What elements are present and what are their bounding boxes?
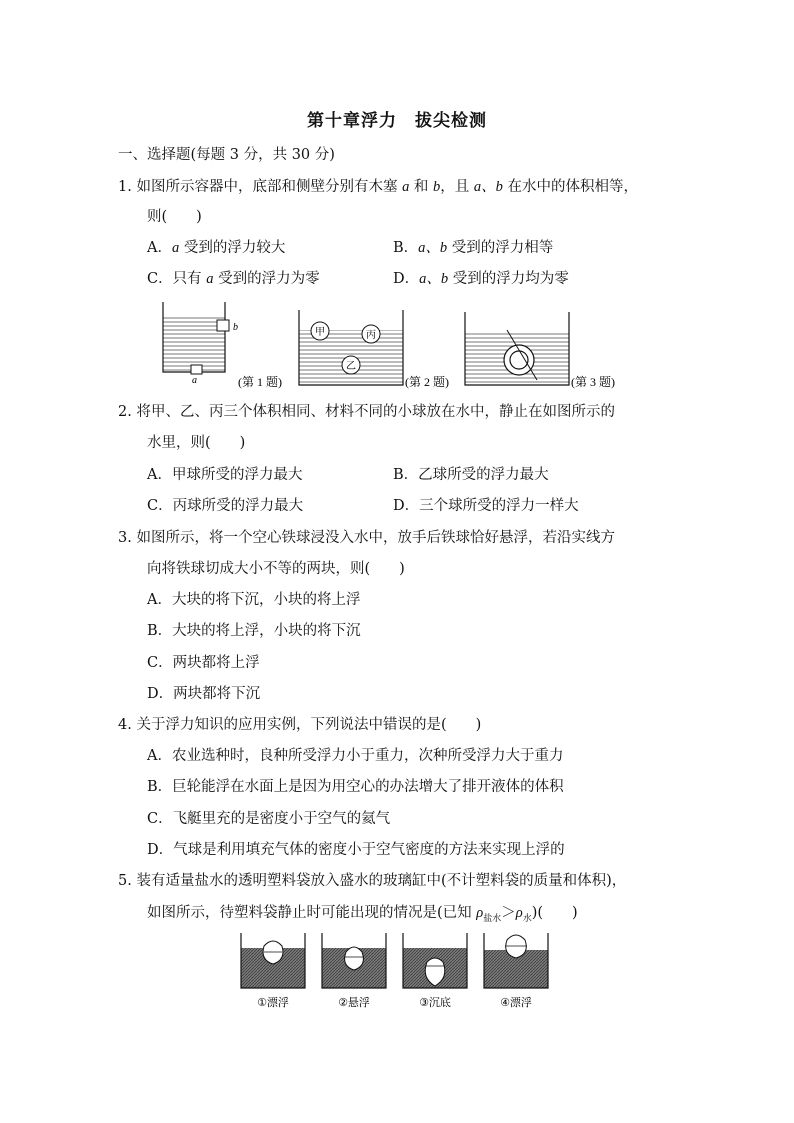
q1-option-a[interactable] — [147, 238, 285, 258]
q1-text: 1. 如图所示容器中，底部和侧壁分别有木塞 — [118, 179, 403, 195]
q5-stem-line1: 5. 装有适量盐水的透明塑料袋放入盛水的玻璃缸中(不计塑料袋的质量和体积)， — [118, 873, 627, 889]
option-text: 受到的浮力均为零 — [448, 271, 569, 287]
q1-text: 在水中的体积相等， — [502, 179, 638, 195]
option-var: a — [206, 271, 214, 287]
q5-stem-line2 — [147, 903, 578, 929]
option-text: 受到的浮力相等 — [447, 240, 554, 256]
page-title: 第十章浮力 拔尖检测 — [307, 111, 487, 131]
option-label: D． — [393, 271, 420, 287]
q4-option-b[interactable]: B．巨轮能浮在水面上是因为用空心的办法增大了排开液体的体积 — [147, 779, 564, 795]
option-label: A． — [147, 240, 172, 256]
option-label: C．只有 — [147, 271, 207, 287]
q5-tank-1 — [241, 933, 305, 1009]
q1-var-a: a — [402, 179, 410, 195]
fig2-caption: (第 2 题) — [405, 375, 449, 389]
q2-stem-line1: 2. 将甲、乙、丙三个体积相同、材料不同的小球放在水中，静止在如图所示的 — [118, 404, 615, 420]
q4-stem: 4. 关于浮力知识的应用实例，下列说法中错误的是( ) — [118, 717, 482, 733]
fig1-caption: (第 1 题) — [238, 375, 282, 389]
q5-caption-2: ②悬浮 — [338, 996, 370, 1009]
option-text: 受到的浮力较大 — [179, 240, 286, 256]
q4-option-d[interactable]: D．气球是利用填充气体的密度小于空气密度的方法来实现上浮的 — [147, 842, 565, 858]
q3-option-a[interactable]: A．大块的将下沉，小块的将上浮 — [147, 592, 361, 608]
q2-option-b[interactable]: B．乙球所受的浮力最大 — [393, 467, 549, 483]
greater-than: ＞ — [501, 905, 516, 921]
q5-text: 如图所示，待塑料袋静止时可能出现的情况是(已知 — [147, 905, 477, 921]
fig1-plug-a — [191, 365, 202, 374]
option-label: B． — [393, 240, 419, 256]
fig3-caption: (第 3 题) — [571, 375, 615, 389]
q1-text: ，且 — [440, 179, 474, 195]
rho-symbol: ρ — [515, 905, 523, 921]
q1-option-d[interactable] — [393, 269, 569, 289]
q5-tank-4 — [484, 933, 548, 1009]
fig2-ball-yi-label: 乙 — [346, 361, 356, 372]
option-var: a、b — [418, 240, 448, 256]
option-text: 受到的浮力为零 — [213, 271, 320, 287]
option-var: a — [171, 240, 180, 256]
q3-stem-line1: 3. 如图所示，将一个空心铁球浸没入水中，放手后铁球恰好悬浮，若沿实线方 — [118, 530, 615, 546]
q1-var-ab: a、b — [473, 179, 503, 195]
fig1-label-b: b — [233, 322, 238, 333]
q3-stem-line2: 向将铁球切成大小不等的两块，则( ) — [147, 561, 405, 577]
q5-caption-1: ①漂浮 — [257, 996, 289, 1009]
q3-option-c[interactable]: C．两块都将上浮 — [147, 655, 260, 671]
q3-option-d[interactable]: D．两块都将下沉 — [147, 686, 261, 702]
fig3-container — [465, 312, 615, 389]
q3-option-b[interactable]: B．大块的将上浮，小块的将下沉 — [147, 623, 361, 639]
rho-subscript-salt: 盐水 — [483, 914, 502, 924]
fig2-container — [299, 310, 449, 389]
rho-subscript-water: 水 — [522, 914, 532, 924]
section-heading: 一、选择题(每题 3 分，共 30 分) — [118, 147, 335, 163]
rho-symbol: ρ — [476, 905, 484, 921]
option-var: a、b — [419, 271, 449, 287]
q1-var-b: b — [433, 179, 441, 195]
q1-stem-line2: 则( ) — [147, 209, 202, 225]
q5-caption-3: ③沉底 — [419, 996, 451, 1009]
q4-option-c[interactable]: C．飞艇里充的是密度小于空气的氦气 — [147, 811, 391, 827]
q1-text: 和 — [409, 179, 434, 195]
q2-option-d[interactable]: D．三个球所受的浮力一样大 — [393, 498, 579, 514]
fig1-water — [163, 316, 225, 372]
fig2-ball-bing-label: 丙 — [366, 330, 376, 341]
q5-tank-2 — [322, 933, 386, 1009]
q5-caption-4: ④漂浮 — [500, 996, 532, 1009]
q2-stem-line2: 水里，则( ) — [147, 435, 246, 451]
q5-text: )( ) — [531, 905, 578, 921]
q1-option-b[interactable] — [393, 238, 553, 258]
fig1-label-a: a — [192, 375, 197, 386]
figures-q1-q3 — [155, 300, 635, 392]
fig2-ball-jia-label: 甲 — [315, 327, 325, 338]
figures-q5 — [236, 928, 566, 1012]
q1-option-c[interactable] — [147, 269, 320, 289]
fig1-plug-b — [217, 320, 229, 331]
q1-stem-line1 — [118, 177, 638, 197]
q4-option-a[interactable]: A．农业选种时，良种所受浮力小于重力，次种所受浮力大于重力 — [147, 748, 564, 764]
q2-option-c[interactable]: C．丙球所受的浮力最大 — [147, 498, 304, 514]
q2-option-a[interactable]: A．甲球所受的浮力最大 — [147, 467, 303, 483]
q5-tank-3 — [403, 933, 467, 1009]
fig1-container — [163, 302, 282, 389]
